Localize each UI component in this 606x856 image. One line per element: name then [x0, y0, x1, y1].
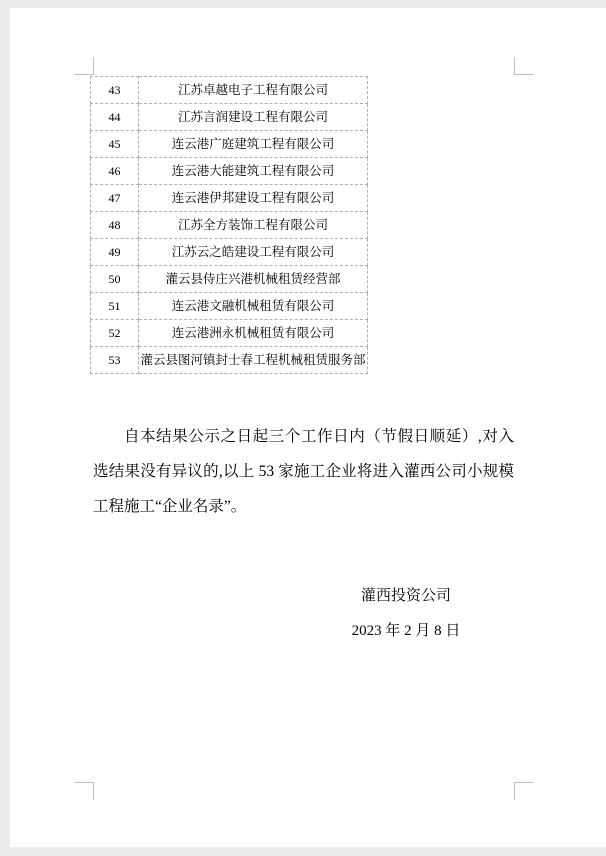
company-name-cell: 连云港伊邦建设工程有限公司: [139, 185, 368, 212]
row-number-cell: 47: [91, 185, 139, 212]
table-row: [91, 104, 368, 131]
text-boundary-mark-bottom-left: [75, 782, 94, 800]
closing-paragraph: 自本结果公示之日起三个工作日内（节假日顺延）,对入选结果没有异议的,以上 53 家施工企业将进入灌西公司小规模工程施工“企业名录”。: [93, 428, 514, 515]
company-name-cell: 连云港广庭建筑工程有限公司: [139, 131, 368, 158]
company-name-cell: 江苏云之皓建设工程有限公司: [139, 239, 368, 266]
table-row: [91, 266, 368, 293]
row-number-cell: 49: [91, 239, 139, 266]
table-row: [91, 158, 368, 185]
row-number-cell: 45: [91, 131, 139, 158]
company-name-cell: 江苏卓越电子工程有限公司: [139, 77, 368, 104]
table-row: [91, 239, 368, 266]
company-name-cell: 灌云县侍庄兴港机械租赁经营部: [139, 266, 368, 293]
row-number-cell: 52: [91, 320, 139, 347]
table-row: [91, 293, 368, 320]
row-number-cell: 46: [91, 158, 139, 185]
company-name-cell: 连云港洲永机械租赁有限公司: [139, 320, 368, 347]
signature-date: 2023 年 2 月 8 日: [351, 623, 461, 639]
row-number-cell: 44: [91, 104, 139, 131]
table-row: [91, 131, 368, 158]
table-row: [91, 185, 368, 212]
row-number-cell: 53: [91, 347, 139, 374]
company-name-cell: 连云港文融机械租赁有限公司: [139, 293, 368, 320]
text-boundary-mark-bottom-right: [514, 782, 533, 800]
row-number-cell: 43: [91, 77, 139, 104]
row-number-cell: 51: [91, 293, 139, 320]
company-name-cell: 江苏全方装饰工程有限公司: [139, 212, 368, 239]
company-name-cell: 灌云县图河镇封士春工程机械租赁服务部: [139, 347, 368, 374]
results-table: [90, 76, 368, 374]
table-row: [91, 320, 368, 347]
row-number-cell: 50: [91, 266, 139, 293]
signature-company: 灌西投资公司: [360, 588, 451, 604]
company-name-cell: 江苏言润建设工程有限公司: [139, 104, 368, 131]
table-row: [91, 347, 368, 374]
table-row: [91, 212, 368, 239]
company-name-cell: 连云港大能建筑工程有限公司: [139, 158, 368, 185]
table-row: [91, 77, 368, 104]
text-boundary-mark-top-right: [514, 57, 533, 75]
text-boundary-mark-top-left: [75, 57, 94, 75]
row-number-cell: 48: [91, 212, 139, 239]
